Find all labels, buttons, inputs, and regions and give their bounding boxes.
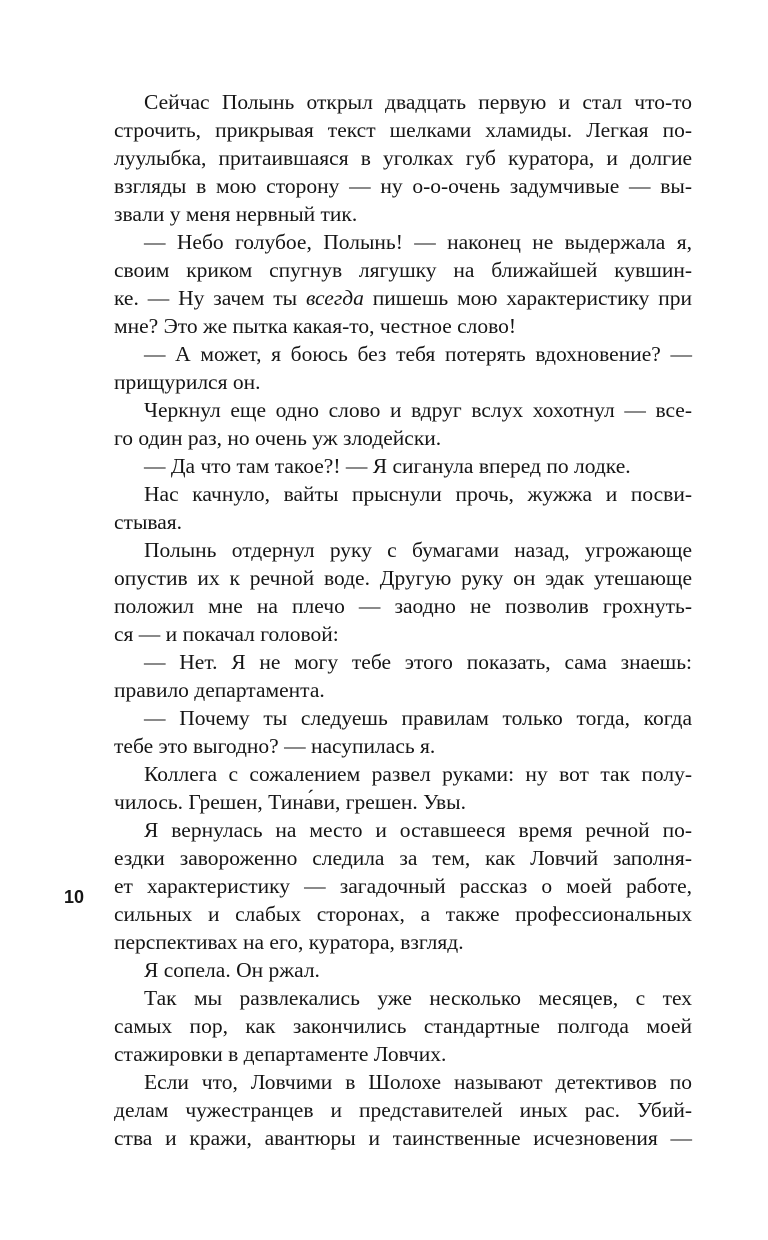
text-line: — Да что там такое?! — Я сиганула вперед по лодке. bbox=[144, 454, 631, 478]
text-line: строчить, прикрывая текст шелками хламиды. Легкая по- bbox=[114, 118, 692, 142]
text-line: го один раз, но очень уж злодейски. bbox=[114, 426, 442, 450]
text-line: своим криком спугнув лягушку на ближайшей кувшин- bbox=[114, 258, 692, 282]
text-line: ства и кражи, авантюры и таинственные исчезновения — bbox=[114, 1126, 692, 1150]
text-line: самых пор, как закончились стандартные полгода моей bbox=[114, 1014, 692, 1038]
text-line: ет характеристику — загадочный рассказ о моей работе, bbox=[114, 874, 692, 898]
text-line: — Почему ты следуешь правилам только тогда, когда bbox=[144, 706, 692, 730]
text-line: Сейчас Полынь открыл двадцать первую и стал что-то bbox=[144, 90, 692, 114]
text-line: перспективах на его, куратора, взгляд. bbox=[114, 930, 464, 954]
text-line: опустив их к речной воде. Другую руку он эдак утешающе bbox=[114, 566, 692, 590]
text-line: звали у меня нервный тик. bbox=[114, 202, 358, 226]
text-line: стажировки в департаменте Ловчих. bbox=[114, 1042, 447, 1066]
text-line: сильных и слабых сторонах, а также профессиональных bbox=[114, 902, 692, 926]
text-line: ке. — Ну зачем ты всегда пишешь мою характеристику при bbox=[114, 286, 692, 310]
page-number: 10 bbox=[64, 887, 85, 907]
text-line: — Небо голубое, Полынь! — наконец не выдержала я, bbox=[144, 230, 692, 254]
text-line: Полынь отдернул руку с бумагами назад, угрожающе bbox=[144, 538, 692, 562]
text-line: прищурился он. bbox=[114, 370, 261, 394]
text-line: Если что, Ловчими в Шолохе называют детективов по bbox=[144, 1070, 692, 1094]
text-line: — А может, я боюсь без тебя потерять вдохновение? — bbox=[144, 342, 692, 366]
text-line: луулыбка, притаившаяся в уголках губ куратора, и долгие bbox=[114, 146, 692, 170]
text-line: взгляды в мою сторону — ну о-о-очень задумчивые — вы- bbox=[114, 174, 692, 198]
text-line: положил мне на плечо — заодно не позволив грохнуть- bbox=[114, 594, 692, 618]
text-line: ся — и покачал головой: bbox=[114, 622, 339, 646]
text-line: мне? Это же пытка какая-то, честное слово! bbox=[114, 314, 517, 338]
text-line: Так мы развлекались уже несколько месяцев, с тех bbox=[144, 986, 692, 1010]
text-line: Черкнул еще одно слово и вдруг вслух хохотнул — все- bbox=[144, 398, 692, 422]
text-line: тебе это выгодно? — насупилась я. bbox=[114, 734, 436, 758]
text-line: Я вернулась на место и оставшееся время речной по- bbox=[144, 818, 692, 842]
text-line: делам чужестранцев и представителей иных рас. Убий- bbox=[114, 1098, 692, 1122]
text-line: стывая. bbox=[114, 510, 183, 534]
text-line: — Нет. Я не могу тебе этого показать, сама знаешь: bbox=[144, 650, 692, 674]
emphasis-word: всегда bbox=[305, 286, 364, 310]
body-text bbox=[114, 88, 692, 1152]
text-line: Я сопела. Он ржал. bbox=[144, 958, 320, 982]
text-line: ездки завороженно следила за тем, как Ловчий заполня- bbox=[114, 846, 692, 870]
text-line: Нас качнуло, вайты прыснули прочь, жужжа и посви- bbox=[144, 482, 692, 506]
text-line: чилось. Грешен, Тина́ви, грешен. Увы. bbox=[114, 790, 466, 814]
text-line: Коллега с сожалением развел руками: ну вот так полу- bbox=[144, 762, 692, 786]
text-line: правило департамента. bbox=[114, 678, 325, 702]
